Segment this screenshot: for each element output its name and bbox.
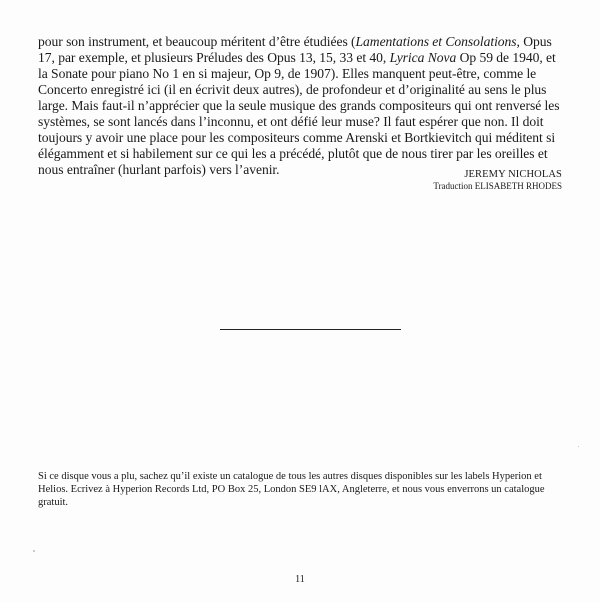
section-divider [220, 329, 401, 330]
paragraph-text-2: , Opus 17, par exemple, et plusieurs Préludes des Opus 13, 15, 33 et 40, [38, 34, 552, 65]
signature-block [433, 168, 562, 192]
author-name: JEREMY NICHOLAS [464, 169, 562, 180]
work-title-lamentations: Lamentations et Consolations [355, 34, 517, 49]
body-paragraph [38, 34, 562, 178]
paragraph-text-3: Op 59 de 1940, et la Sonate pour piano No 1 en si majeur, Op 9, de 1907). Elles manquent peut-être, comme le Concerto enregistré ici (il en écrivit deux autres), de profondeur et d’originalité au sens le plus large. Mais faut-il n’apprécier que la seule musique des grands compositeurs qui ont renversé les systèmes, se sont lancés dans l’inconnu, et ont défié leur muse? Il faut espérer que non. Il doit toujours y avoir une place pour les compositeurs comme Arenski et Bortkievitch qui méditent si élégamment et si habilement sur ce qui les a précédé, plutôt que de nous tirer par les oreilles et nous entraîner (hurlant parfois) vers l’avenir. [38, 50, 560, 177]
page-number: 11 [295, 574, 305, 585]
scan-speck [33, 550, 35, 552]
translator-credit: Traduction ELISABETH RHODES [433, 181, 562, 191]
catalogue-note: Si ce disque vous a plu, sachez qu’il existe un catalogue de tous les autres disques disponibles sur les labels Hyperion et Helios. Ecrivez à Hyperion Records Ltd, PO Box 25, London SE9 lAX, Angleterre, et nous vous enverrons un catalogue gratuit. [38, 471, 545, 508]
work-title-lyrica-nova: Lyrica Nova [389, 50, 457, 65]
paragraph-text-1: pour son instrument, et beaucoup méritent d’être étudiées ( [38, 34, 356, 49]
scan-speck [578, 446, 579, 447]
